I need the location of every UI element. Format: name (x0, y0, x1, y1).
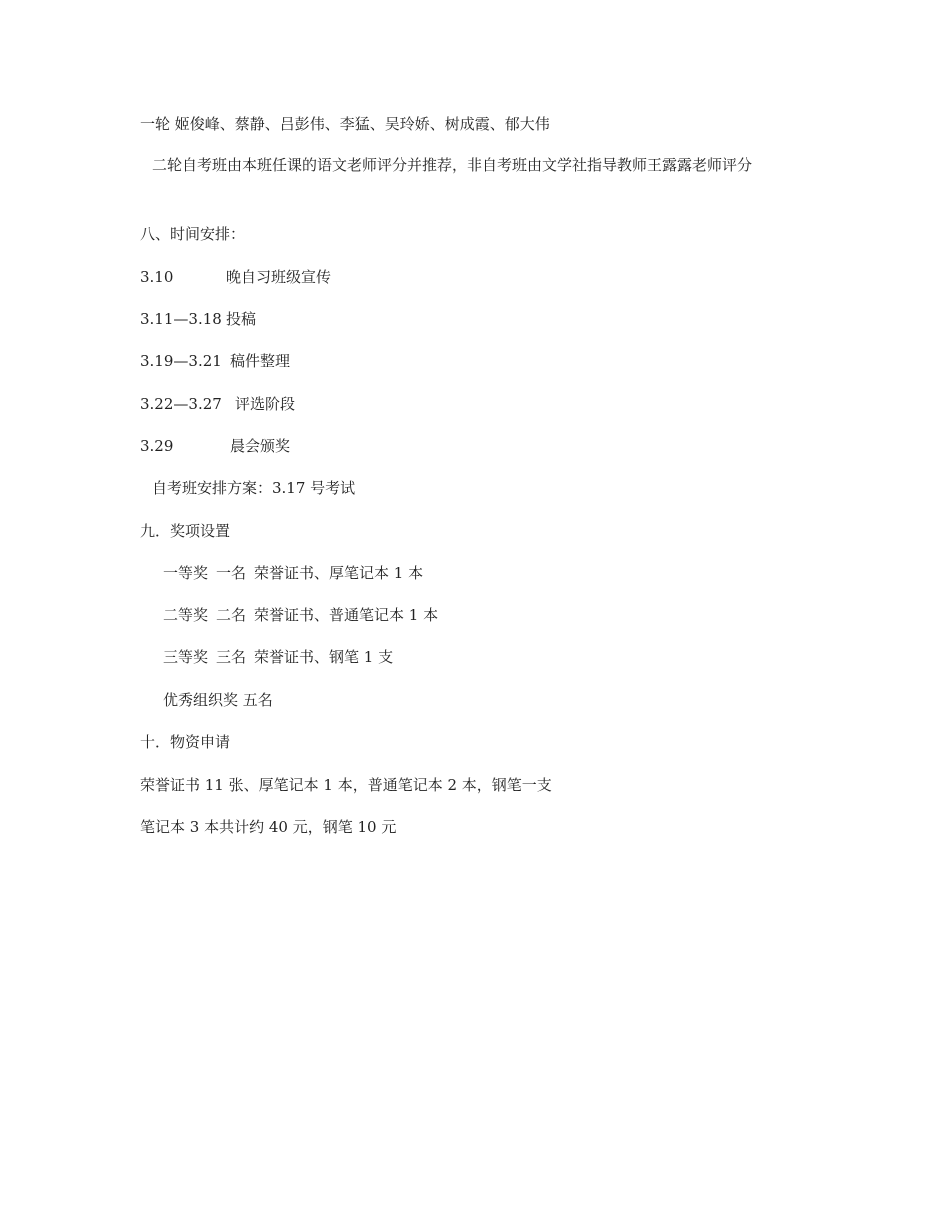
materials-heading: 十．物资申请 (140, 733, 231, 751)
schedule-event: 晚自习班级宣传 (226, 268, 332, 286)
award-count: 二名 (216, 606, 247, 624)
award-item (140, 563, 423, 583)
schedule-date: 3.22—3.27 (140, 395, 222, 413)
materials-line1: 荣誉证书 11 张、厚笔记本 1 本，普通笔记本 2 本，钢笔一支 (140, 776, 552, 794)
schedule-date: 3.19—3.21 (140, 352, 222, 370)
award-item (140, 605, 438, 625)
schedule-item (140, 267, 331, 287)
schedule-item (140, 436, 290, 456)
materials-line2: 笔记本 3 本共计约 40 元，钢笔 10 元 (140, 818, 397, 836)
award-level: 二等奖 (163, 606, 209, 624)
schedule-heading: 八、时间安排： (140, 225, 246, 243)
award-count: 三名 (216, 648, 247, 666)
award-prize: 荣誉证书、普通笔记本 1 本 (254, 606, 439, 624)
schedule-item (140, 351, 290, 371)
award-prize: 荣誉证书、钢笔 1 支 (254, 648, 394, 666)
organization-award: 优秀组织奖 五名 (163, 691, 273, 709)
schedule-event: 晨会颁奖 (230, 437, 291, 455)
schedule-date: 3.29 (140, 437, 174, 455)
award-count: 一名 (216, 564, 247, 582)
schedule-item (140, 309, 256, 329)
self-study-plan: 自考班安排方案：3.17 号考试 (152, 479, 356, 497)
schedule-event: 稿件整理 (230, 352, 291, 370)
schedule-date: 3.10 (140, 268, 174, 286)
award-prize: 荣誉证书、厚笔记本 1 本 (254, 564, 424, 582)
schedule-item (140, 394, 295, 414)
schedule-event: 投稿 (226, 310, 257, 328)
award-level: 一等奖 (163, 564, 209, 582)
schedule-date: 3.11—3.18 (140, 310, 222, 328)
award-level: 三等奖 (163, 648, 209, 666)
judges-round2: 二轮自考班由本班任课的语文老师评分并推荐，非自考班由文学社指导教师王露露老师评分 (152, 156, 753, 174)
awards-heading: 九．奖项设置 (140, 522, 231, 540)
schedule-event: 评选阶段 (235, 395, 296, 413)
judges-round1: 一轮 姬俊峰、蔡静、吕彭伟、李猛、吴玲娇、树成霞、郁大伟 (140, 115, 550, 133)
award-item (140, 647, 393, 667)
